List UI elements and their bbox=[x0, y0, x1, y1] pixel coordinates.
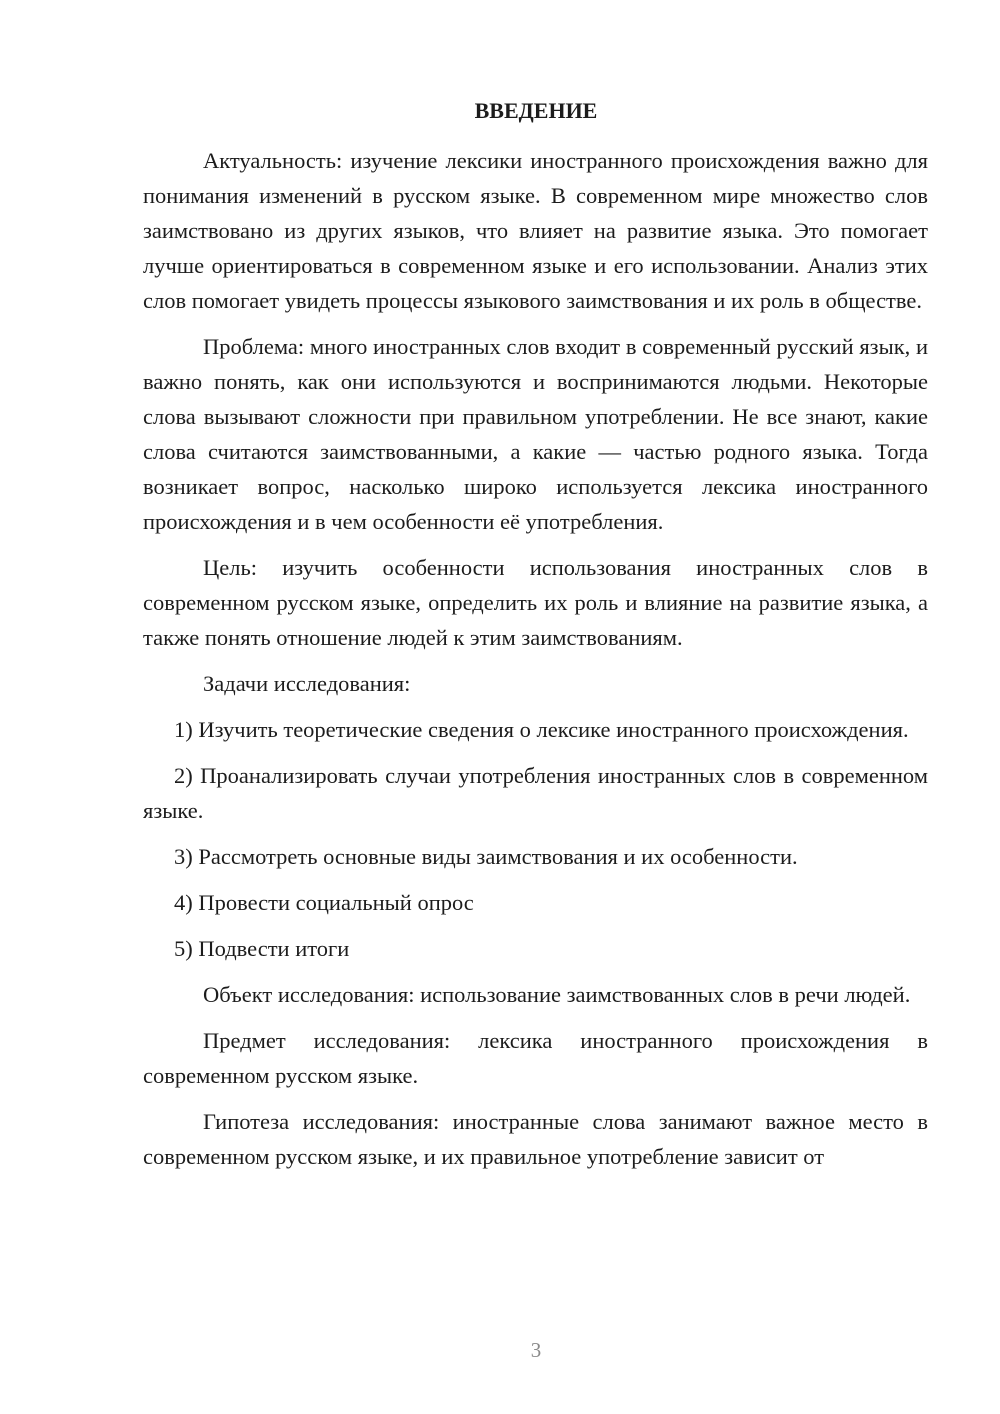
paragraph-problem: Проблема: много иностранных слов входит в современный русский язык, и важно понять, как они используются и воспринимаются людьми. Некоторые слова вызывают сложности при правильном употреблении. Не все знают, какие слова считаются заимствованными, а какие — частью родного языка. Тогда возникает вопрос, насколько широко используется лексика иностранного происхождения и в чем особенности её употребления. bbox=[143, 334, 928, 534]
tasks-heading: Задачи исследования: bbox=[203, 671, 411, 696]
paragraph-hypothesis: Гипотеза исследования: иностранные слова занимают важное место в современном русском языке, и их правильное употребление зависит от bbox=[143, 1109, 928, 1169]
paragraph-subject: Предмет исследования: лексика иностранного происхождения в современном русском языке. bbox=[143, 1028, 928, 1088]
list-item-task-2: 2) Проанализировать случаи употребления иностранных слов в современном языке. bbox=[143, 763, 928, 823]
paragraph-relevance: Актуальность: изучение лексики иностранного происхождения важно для понимания изменений в русском языке. В современном мире множество слов заимствовано из других языков, что влияет на развитие языка. Это помогает лучше ориентироваться в современном языке и его использовании. Анализ этих слов помогает увидеть процессы языкового заимствования и их роль в обществе. bbox=[143, 148, 928, 313]
list-item-task-4: 4) Провести социальный опрос bbox=[174, 890, 474, 915]
paragraph-goal: Цель: изучить особенности использования иностранных слов в современном русском языке, определить их роль и влияние на развитие языка, а также понять отношение людей к этим заимствованиям. bbox=[143, 555, 928, 650]
list-item-task-3: 3) Рассмотреть основные виды заимствования и их особенности. bbox=[174, 844, 798, 869]
list-item-task-5: 5) Подвести итоги bbox=[174, 936, 350, 961]
page-number: 3 bbox=[530, 1338, 542, 1362]
document-body bbox=[143, 143, 928, 1174]
paragraph-object: Объект исследования: использование заимствованных слов в речи людей. bbox=[203, 982, 911, 1007]
page-title: ВВЕДЕНИЕ bbox=[474, 98, 598, 123]
list-item-task-1: 1) Изучить теоретические сведения о лексике иностранного происхождения. bbox=[174, 717, 909, 742]
